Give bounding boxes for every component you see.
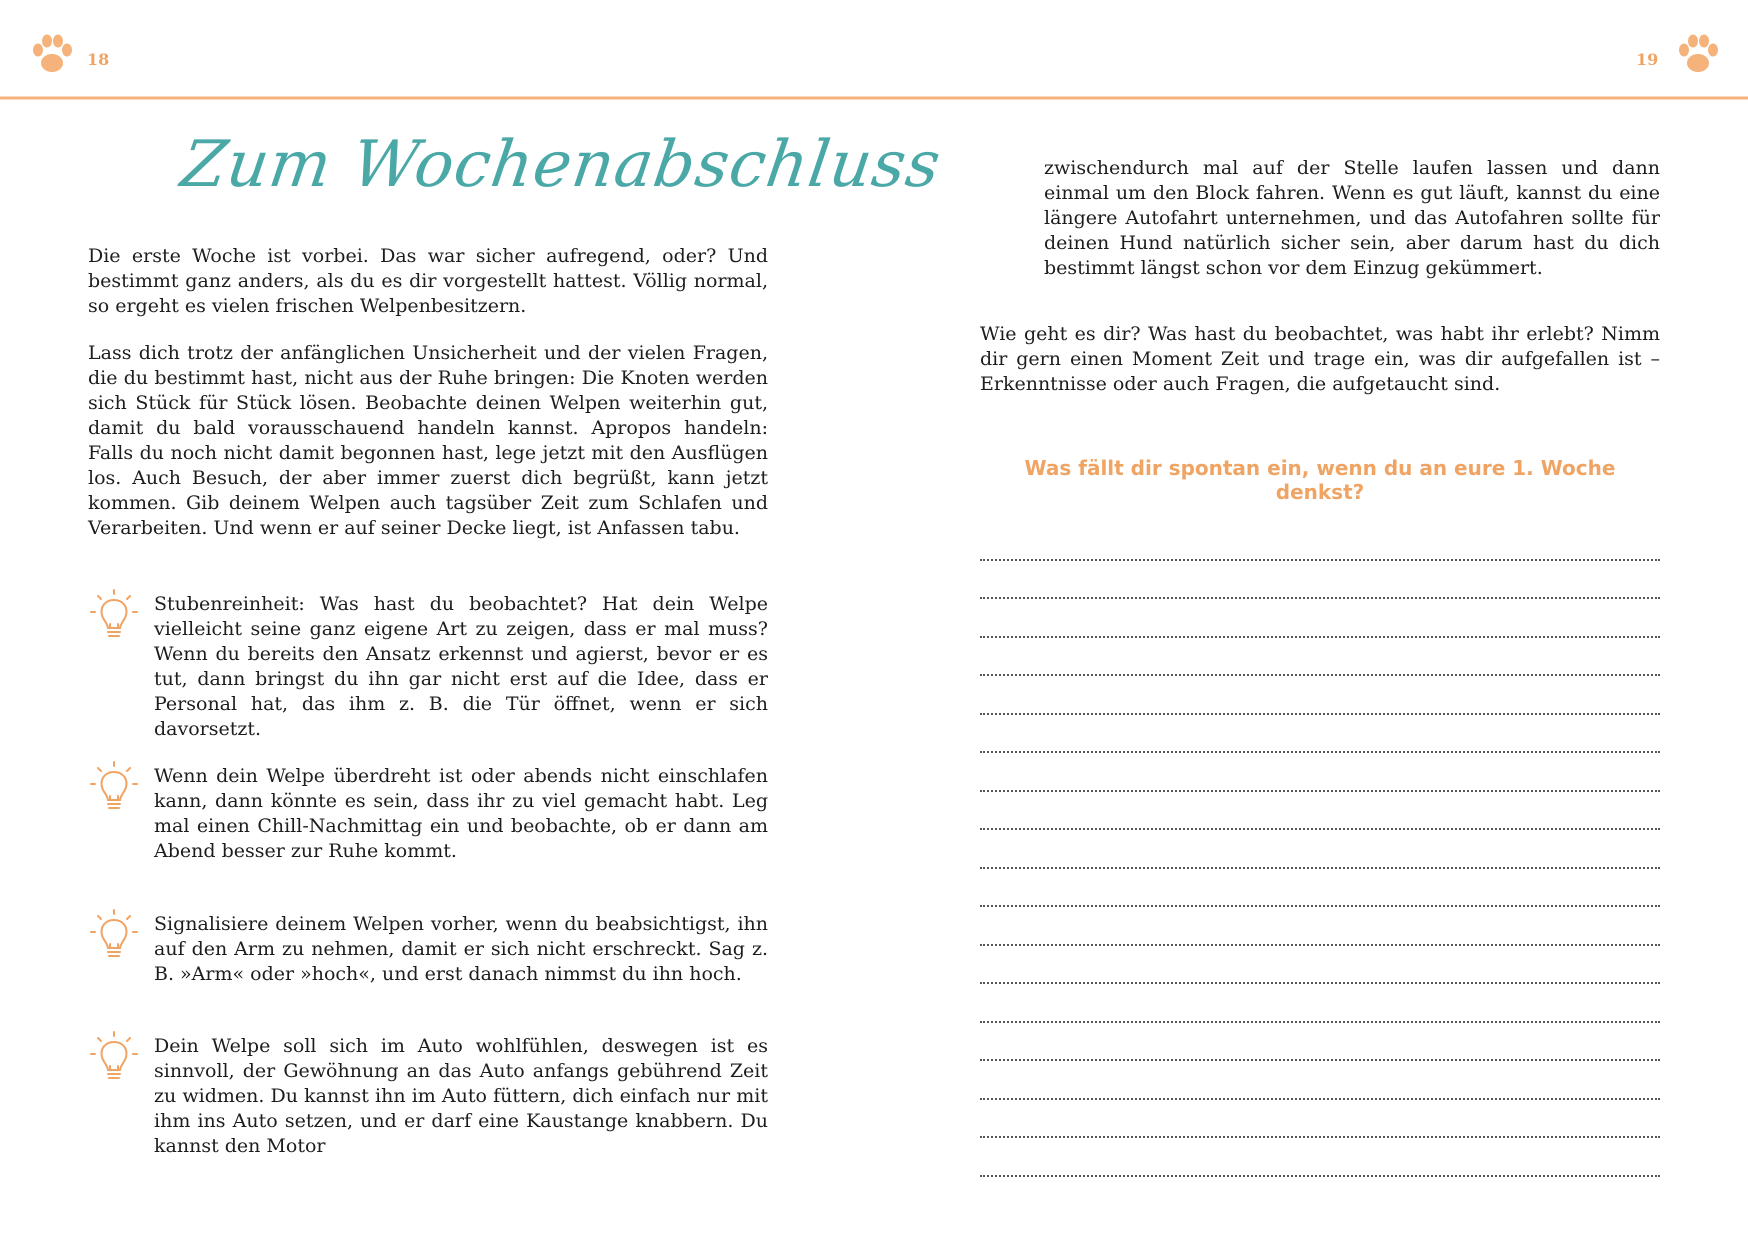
writing-line[interactable] bbox=[980, 1061, 1660, 1100]
writing-line[interactable] bbox=[980, 599, 1660, 638]
header-divider bbox=[0, 94, 1748, 104]
writing-line[interactable] bbox=[980, 869, 1660, 908]
reflection-question: Was fällt dir spontan ein, wenn du an eure 1. Woche denkst? bbox=[1024, 456, 1616, 504]
paw-icon bbox=[1674, 30, 1722, 78]
writing-line[interactable] bbox=[980, 715, 1660, 754]
tip-block bbox=[88, 912, 768, 987]
writing-line[interactable] bbox=[980, 1100, 1660, 1139]
tip-text: Dein Welpe soll sich im Auto wohlfühlen, deswegen ist es sinnvoll, der Gewöhnung an das Auto anfangs gebührend Zeit zu widmen. Du kannst ihn im Auto füttern, dich einfach nur mit ihm ins Auto setzen, und er darf eine Kaustange knabbern. Du kannst den Motor bbox=[154, 1035, 768, 1157]
tip-continuation: zwischendurch mal auf der Stelle laufen lassen und dann einmal um den Block fahren. Wenn es gut läuft, kannst du eine längere Autofahrt unternehmen, und das Autofahren sollte für deinen Hund natürlich sicher sein, aber darum hast du dich bestimmt längst schon vor dem Einzug gekümmert. bbox=[1044, 157, 1660, 279]
writing-line[interactable] bbox=[980, 830, 1660, 869]
writing-line[interactable] bbox=[980, 638, 1660, 677]
tip-block bbox=[88, 764, 768, 864]
tip-text: Wenn dein Welpe überdreht ist oder abends nicht einschlafen kann, dann könnte es sein, dass ihr zu viel gemacht habt. Leg mal einen Chill-Nachmittag ein und beobachte, ob er dann am Abend besser zur Ruhe kommt. bbox=[154, 765, 768, 862]
paragraph: Lass dich trotz der anfänglichen Unsicherheit und der vielen Fragen, die du bestimmt hast, nicht aus der Ruhe bringen: Die Knoten werden sich Stück für Stück lösen. Beobachte deinen Welpen weiterhin gut, damit du bald vorausschauend handeln kannst. Apropos handeln: Falls du noch nicht damit begonnen hast, lege jetzt mit den Ausflügen los. Auch Besuch, der aber immer zuerst dich begrüßt, kann jetzt kommen. Gib deinem Welpen auch tagsüber Zeit zum Schlafen und Verarbeiten. Und wenn er auf seiner Decke liegt, ist Anfassen tabu. bbox=[88, 342, 768, 539]
lightbulb-icon bbox=[88, 760, 140, 816]
paw-icon bbox=[28, 30, 76, 78]
paragraph: Die erste Woche ist vorbei. Das war sicher aufregend, oder? Und bestimmt ganz anders, als du es dir vorgestellt hattest. Völlig normal, so ergeht es vielen frischen Welpenbesitzern. bbox=[88, 245, 768, 317]
tip-block bbox=[88, 592, 768, 742]
tip-block bbox=[88, 1034, 768, 1159]
writing-lines[interactable] bbox=[980, 522, 1660, 1177]
intro-text bbox=[88, 244, 768, 563]
reflection-text: Wie geht es dir? Was hast du beobachtet, was habt ihr erlebt? Nimm dir gern einen Moment Zeit und trage ein, was dir aufgefallen ist – Erkenntnisse oder auch Fragen, die aufgetaucht sind. bbox=[980, 323, 1660, 395]
writing-line[interactable] bbox=[980, 792, 1660, 831]
page-title: Zum Wochenabschluss bbox=[176, 128, 946, 202]
page-number-right: 19 bbox=[1636, 50, 1659, 69]
writing-line[interactable] bbox=[980, 907, 1660, 946]
writing-line[interactable] bbox=[980, 676, 1660, 715]
lightbulb-icon bbox=[88, 588, 140, 644]
writing-line[interactable] bbox=[980, 984, 1660, 1023]
tip-text: Signalisiere deinem Welpen vorher, wenn du beabsichtigst, ihn auf den Arm zu nehmen, damit er sich nicht erschreckt. Sag z. B. »Arm« oder »hoch«, und erst danach nimmst du ihn hoch. bbox=[154, 913, 768, 985]
lightbulb-icon bbox=[88, 908, 140, 964]
writing-line[interactable] bbox=[980, 561, 1660, 600]
page-number-left: 18 bbox=[87, 50, 110, 69]
writing-line[interactable] bbox=[980, 522, 1660, 561]
writing-line[interactable] bbox=[980, 946, 1660, 985]
writing-line[interactable] bbox=[980, 1138, 1660, 1177]
writing-line[interactable] bbox=[980, 1023, 1660, 1062]
writing-line[interactable] bbox=[980, 753, 1660, 792]
tip-text: Stubenreinheit: Was hast du beobachtet? Hat dein Welpe vielleicht seine ganz eigene Art zu zeigen, dass er mal muss? Wenn du bereits den Ansatz erkennst und agierst, bevor er es tut, dann bringst du ihn gar nicht erst auf die Idee, dass er Personal hat, das ihm z. B. die Tür öffnet, wenn er sich davorsetzt. bbox=[154, 593, 768, 740]
lightbulb-icon bbox=[88, 1030, 140, 1086]
